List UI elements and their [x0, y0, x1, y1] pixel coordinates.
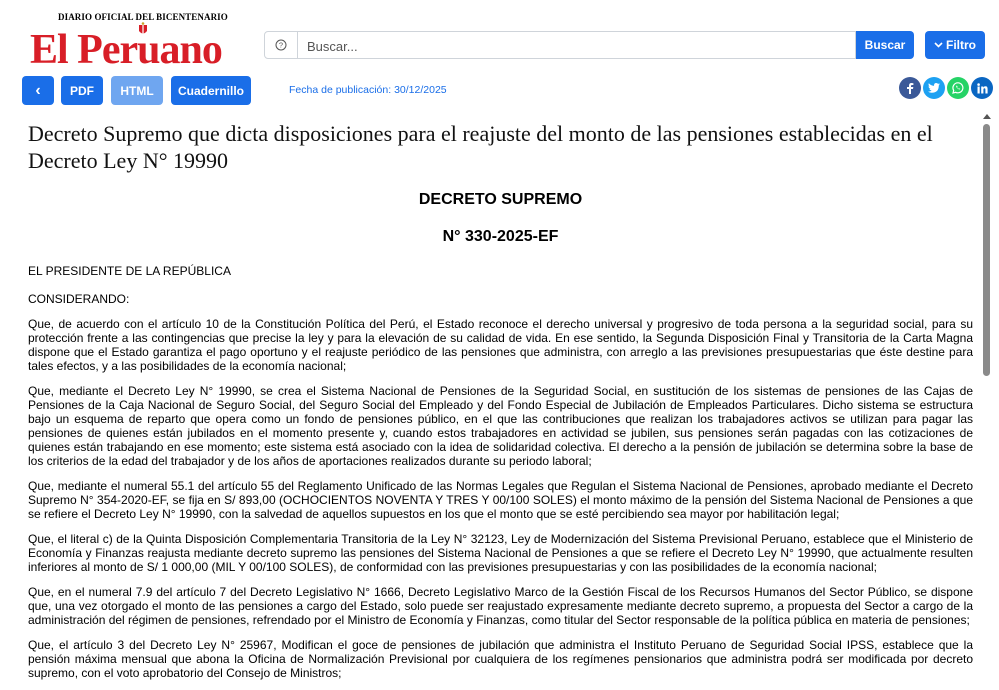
publication-date: Fecha de publicación: 30/12/2025 — [289, 84, 447, 96]
document-number: N° 330-2025-EF — [442, 228, 559, 245]
document-heading: DECRETO SUPREMO — [418, 191, 583, 208]
twitter-share[interactable] — [923, 77, 945, 99]
masthead-tagline: DIARIO OFICIAL DEL BICENTENARIO — [58, 12, 228, 22]
document-paragraph: Que, en el numeral 7.9 del artículo 7 del Decreto Legislativo N° 1666, Decreto Legislativo Marco de la Gestión Fiscal de los Recursos Humanos del Sector Público, se dispone que, una vez otorgado el monto de las pensiones a cargo del Estado, solo puede ser reajustado expresamente mediante decreto supremo, a propuesta del Sector a cargo de la administración del régimen de pensiones, refrendado por el Ministro de Economía y Finanzas, como titular del Sector responsable de la política pública en materia de pensiones; — [28, 585, 973, 627]
pdf-button[interactable]: PDF — [61, 76, 103, 105]
whatsapp-share[interactable] — [947, 77, 969, 99]
help-icon — [275, 39, 287, 51]
document-content — [28, 120, 973, 690]
linkedin-icon — [977, 83, 988, 94]
search-help-button[interactable] — [265, 32, 298, 58]
booklet-button[interactable]: Cuadernillo — [171, 76, 251, 105]
document-title: Decreto Supremo que dicta disposiciones para el reajuste del monto de las pensiones establecidas en el Decreto Ley N° 19990 — [28, 121, 933, 173]
document-paragraph: Que, el literal c) de la Quinta Disposición Complementaria Transitoria de la Ley N° 32123, Ley de Modernización del Sistema Previsional Peruano, establece que el Ministerio de Economía y Finanzas reajusta mediante decreto supremo las pensiones del Sistema Nacional de Pensiones a que se refiere el Decreto Ley N° 19990, que actualmente resulten inferiores al monto de S/ 1 000,00 (MIL Y 00/100 SOLES), de conformidad con las previsiones presupuestarias y con las posibilidades de la economía nacional; — [28, 532, 973, 574]
document-paragraph: Que, el artículo 3 del Decreto Ley N° 25967, Modifican el goce de pensiones de jubilación que administra el Instituto Peruano de Seguridad Social IPSS, establece que la pensión máxima mensual que abona la Oficina de Normalización Previsional por cualquiera de los regímenes pensionarios que administra podrá ser modificada por decreto supremo, con el voto aprobatorio del Consejo de Ministros; — [28, 638, 973, 680]
search-input[interactable] — [305, 32, 849, 60]
svg-text:?: ? — [278, 40, 284, 50]
logo-text: El Peruano — [30, 27, 222, 73]
document-considering: CONSIDERANDO: — [28, 292, 130, 306]
linkedin-share[interactable] — [971, 77, 993, 99]
document-paragraph: Que, mediante el Decreto Ley N° 19990, se crea el Sistema Nacional de Pensiones de la Seguridad Social, en sustitución de los sistemas de pensiones de las Cajas de Pensiones de la Caja Nacional de Seguro Social, del Seguro Social del Empleado y del Fondo Especial de Jubilación de Empleados Particulares. Dicho sistema se estructura bajo un esquema de reparto que opera como un fondo de pensiones público, en el que las contribuciones que realizan los trabajadores activos se utilizan para pagar las pensiones de quienes están jubilados en el momento presente y, cuando estos trabajadores en actividad se jubilen, sus pensiones serán pagadas con las cotizaciones de quienes están trabajando en ese momento; este sistema está asociado con la idea de solidaridad colectiva. El derecho a la pensión de jubilación se determina sobre la base de los criterios de la edad del trabajador y de los años de aportaciones realizados durante su periodo laboral; — [28, 384, 973, 468]
back-button[interactable]: ‹ — [22, 76, 54, 105]
document-paragraph: Que, de acuerdo con el artículo 10 de la Constitución Política del Perú, el Estado reconoce el derecho universal y progresivo de toda persona a la seguridad social, para su protección frente a las contingencias que precise la ley y para la elevación de su calidad de vida. En ese sentido, la Segunda Disposición Final y Transitoria de la Carta Magna dispone que el Estado garantiza el pago oportuno y el reajuste periódico de las pensiones que administra, con arreglo a las previsiones presupuestarias que éste destine para tales efectos, y a las posibilidades de la economía nacional; — [28, 317, 973, 373]
scroll-up-arrow[interactable] — [983, 114, 991, 119]
filter-label: Filtro — [946, 38, 976, 52]
document-issuer: EL PRESIDENTE DE LA REPÚBLICA — [28, 264, 231, 278]
facebook-icon — [905, 82, 915, 94]
facebook-share[interactable] — [899, 77, 921, 99]
document-paragraph: Que, mediante el numeral 55.1 del artículo 55 del Reglamento Unificado de las Normas Legales que Regulan el Sistema Nacional de Pensiones, aprobado mediante el Decreto Supremo N° 354-2020-EF, se fija en S/ 893,00 (OCHOCIENTOS NOVENTA Y TRES Y 00/100 SOLES) el monto máximo de la pensión del Sistema Nacional de Pensiones a que se refiere el Decreto Ley N° 19990, con la salvedad de aquellos supuestos en los que el monto que se esté percibiendo sea mayor por habilitación legal; — [28, 479, 973, 521]
site-logo[interactable] — [28, 22, 243, 74]
whatsapp-icon — [952, 82, 964, 94]
html-button[interactable]: HTML — [111, 76, 163, 105]
scrollbar-thumb[interactable] — [983, 124, 990, 376]
search-box — [264, 31, 856, 59]
twitter-icon — [928, 83, 940, 93]
chevron-down-icon — [934, 42, 943, 48]
search-button[interactable]: Buscar — [856, 31, 914, 59]
filter-button[interactable] — [925, 31, 985, 59]
